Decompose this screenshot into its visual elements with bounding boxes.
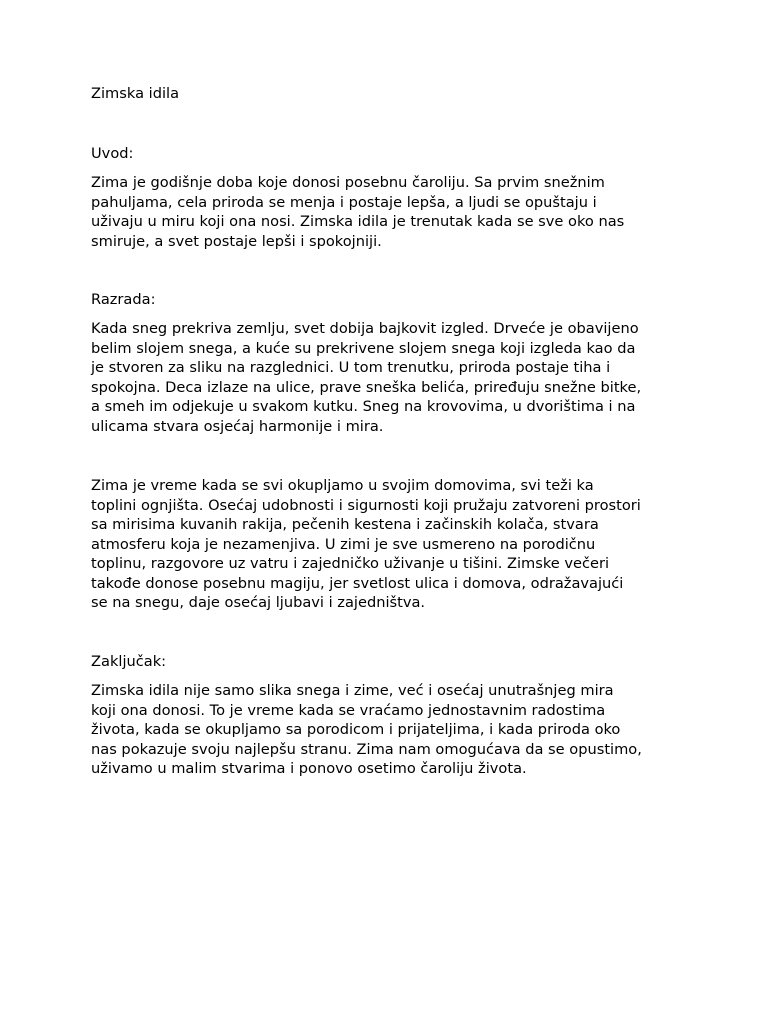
document-title: Zimska idila: [91, 85, 180, 102]
conclusion-line: Zimska idila nije samo slika snega i zime, već i osećaj unutrašnjeg mira: [91, 682, 614, 699]
body-paragraph-2-line: toplini ognjišta. Osećaj udobnosti i sigurnosti koji pružaju zatvoreni prostori: [91, 496, 641, 514]
body-paragraph-1-line: ulicama stvara osjećaj harmonije i mira.: [91, 417, 384, 435]
conclusion-line: života, kada se okupljamo sa porodicom i prijateljima, i kada priroda oko: [91, 721, 621, 738]
body-paragraph-2-line: Zima je vreme kada se svi okupljamo u svojim domovima, svi teži ka: [91, 477, 594, 494]
intro-line: smiruje, a svet postaje lepši i spokojniji.: [91, 232, 382, 250]
conclusion-heading: Zaključak:: [91, 653, 167, 670]
conclusion-line: koji ona donosi. To je vreme kada se vraćamo jednostavnim radostima: [91, 701, 606, 719]
body-paragraph-2-line: toplinu, razgovore uz vatru i zajedničko uživanje u tišini. Zimske večeri: [91, 555, 610, 572]
body-paragraph-2: [91, 476, 641, 613]
body-paragraph-2-line: atmosferu koja je nezamenjiva. U zimi je sve usmereno na porodičnu: [91, 535, 596, 553]
body-paragraph-2-line: takođe donose posebnu magiju, jer svetlost ulica i domova, odražavajući: [91, 574, 624, 592]
body-paragraph-1-line: a smeh im odjekuje u svakom kutku. Sneg na krovovima, u dvorištima i na: [91, 398, 636, 415]
intro-paragraph: [91, 173, 624, 251]
intro-heading: Uvod:: [91, 145, 134, 162]
intro-line: Zima je godišnje doba koje donosi posebnu čaroliju. Sa prvim snežnim: [91, 174, 605, 191]
conclusion-paragraph: [91, 681, 642, 779]
intro-line: pahuljama, cela priroda se menja i postaje lepša, a ljudi se opuštaju i: [91, 193, 597, 211]
intro-line: uživaju u miru koji ona nosi. Zimska idila je trenutak kada se sve oko nas: [91, 213, 625, 230]
body-heading: Razrada:: [91, 291, 156, 308]
body-paragraph-1: [91, 319, 641, 436]
body-paragraph-2-line: sa mirisima kuvanih rakija, pečenih kestena i začinskih kolača, stvara: [91, 516, 599, 533]
body-paragraph-1-line: belim slojem snega, a kuće su prekrivene slojem snega koji izgleda kao da: [91, 339, 636, 357]
conclusion-line: nas pokazuje svoju najlepšu stranu. Zima nam omogućava da se opustimo,: [91, 740, 642, 758]
body-paragraph-2-line: se na snegu, daje osećaj ljubavi i zajedništva.: [91, 594, 426, 611]
body-paragraph-1-line: Kada sneg prekriva zemlju, svet dobija bajkovit izgled. Drveće je obavijeno: [91, 320, 639, 337]
body-paragraph-1-line: spokojna. Deca izlaze na ulice, prave sneška belića, priređuju snežne bitke,: [91, 378, 642, 396]
body-paragraph-1-line: je stvoren za sliku na razglednici. U tom trenutku, priroda postaje tiha i: [91, 359, 611, 376]
conclusion-line: uživamo u malim stvarima i ponovo osetimo čaroliju života.: [91, 760, 527, 777]
